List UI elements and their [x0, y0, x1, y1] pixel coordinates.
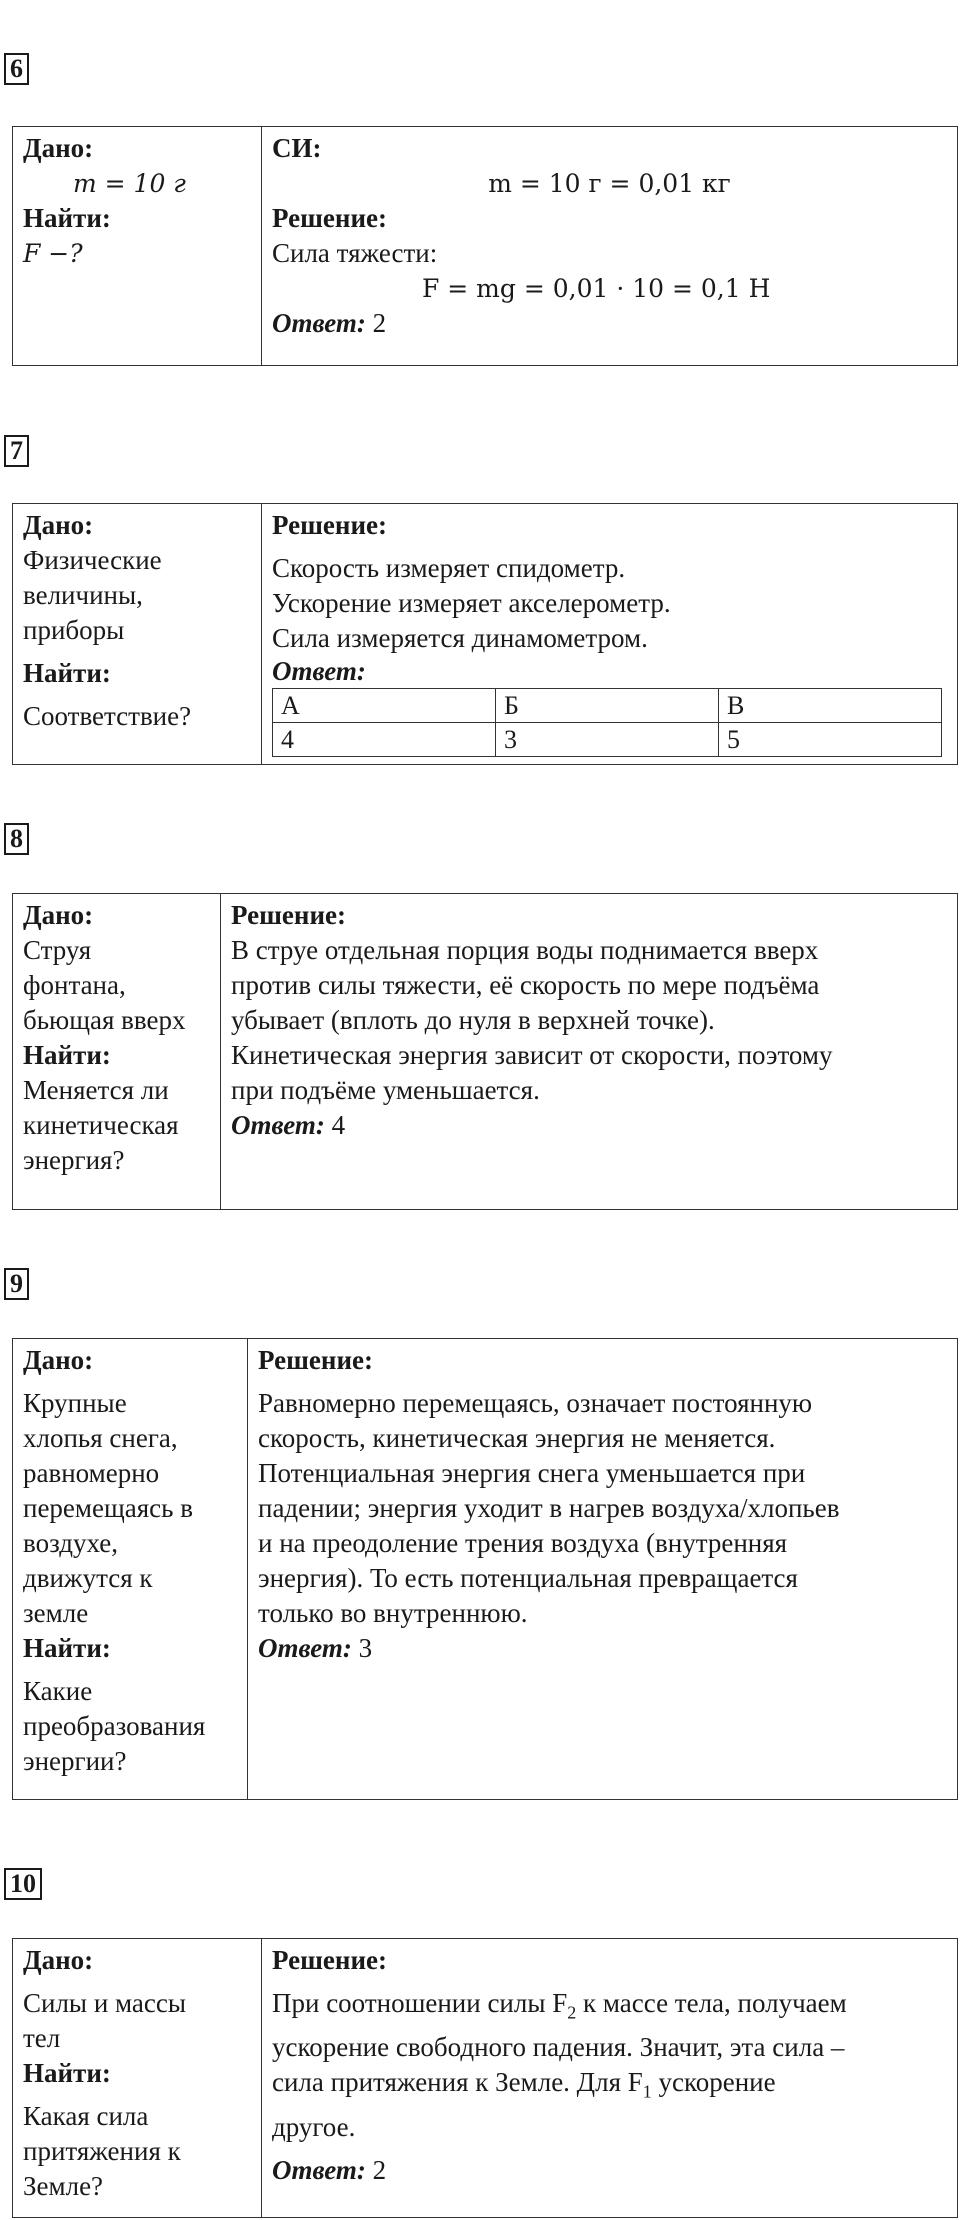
task-number-7: 7 — [4, 435, 29, 467]
find-label: Найти: — [23, 2058, 111, 2088]
solution-label: Решение: — [258, 1345, 373, 1375]
given-column — [13, 504, 262, 765]
answer-table-cell: 3 — [496, 723, 719, 757]
subscript: 1 — [642, 2081, 652, 2102]
task-9-table — [12, 1338, 958, 1800]
given-line: бьющая вверх — [23, 1005, 186, 1035]
given-line: Струя — [23, 935, 92, 965]
solution-line: другое. — [272, 2111, 356, 2142]
answer-line — [272, 2155, 386, 2185]
answer-table-cell: 5 — [719, 723, 942, 757]
given-column — [13, 894, 221, 1210]
solution-line: убывает (вплоть до нуля в верхней точке). — [231, 1005, 715, 1035]
solution-text: к массе тела, получаем — [576, 1988, 847, 2018]
answer-table-header: Б — [496, 689, 719, 723]
task-number-10: 10 — [4, 1868, 42, 1900]
find-line: энергия? — [23, 1145, 125, 1175]
find-label: Найти: — [23, 658, 111, 688]
given-label: Дано: — [23, 1345, 94, 1375]
task-number-6: 6 — [4, 53, 29, 85]
subscript: 2 — [567, 2002, 577, 2023]
answer-line — [272, 308, 386, 338]
find-label: Найти: — [23, 1040, 111, 1070]
solution-line: только во внутреннюю. — [258, 1598, 528, 1628]
solution-line: Сила измеряется динамометром. — [272, 623, 648, 653]
formula: F = mg = 0,01 · 10 = 0,1 Н — [422, 274, 771, 303]
find-line: Меняется ли — [23, 1075, 169, 1105]
answer-label: Ответ: — [231, 1110, 325, 1140]
given-line: воздухе, — [23, 1528, 119, 1558]
task-number-8: 8 — [4, 823, 29, 855]
solution-column — [248, 1339, 958, 1800]
given-label: Дано: — [23, 133, 94, 163]
solution-column — [262, 1939, 958, 2218]
solution-column — [262, 504, 958, 765]
solution-line: при подъёме уменьшается. — [231, 1075, 540, 1105]
task-number-9: 9 — [4, 1268, 29, 1300]
find-line: кинетическая — [23, 1110, 179, 1140]
given-line: величины, — [23, 580, 143, 610]
answer-table-header: В — [719, 689, 942, 723]
solution-text: сила притяжения к Земле. Для F — [272, 2067, 643, 2098]
given-column — [13, 127, 262, 366]
answer-label: Ответ: — [258, 1633, 352, 1663]
given-line: Силы и массы — [23, 1988, 187, 2018]
answer-label: Ответ: — [272, 2154, 366, 2185]
solution-label: Решение: — [272, 203, 387, 233]
solution-line: В струе отдельная порция воды поднимается вверх — [231, 935, 819, 965]
solution-line: ускорение свободного падения. Значит, эта сила – — [272, 2032, 845, 2063]
given-column — [13, 1939, 262, 2218]
answer-label: Ответ: — [272, 656, 366, 686]
find-value: Соответствие? — [23, 701, 192, 731]
solution-text: Сила тяжести: — [272, 238, 438, 268]
given-line: движутся к — [23, 1563, 153, 1593]
given-line: приборы — [23, 615, 125, 645]
given-line: фонтана, — [23, 970, 126, 1000]
solution-line: против силы тяжести, её скорость по мере подъёма — [231, 970, 820, 1000]
si-value: m = 10 г = 0,01 кг — [488, 169, 731, 198]
solution-column — [262, 127, 958, 366]
solution-label: Решение: — [272, 1945, 387, 1975]
answer-line — [258, 1633, 372, 1663]
task-7-table — [12, 503, 958, 765]
answer-table-header: А — [273, 689, 496, 723]
given-line: хлопья снега, — [23, 1423, 178, 1453]
answer-table-cell: 4 — [273, 723, 496, 757]
find-label: Найти: — [23, 203, 111, 233]
given-label: Дано: — [23, 1945, 94, 1975]
solution-line: и на преодоление трения воздуха (внутренняя — [258, 1528, 788, 1558]
solution-text: ускорение — [651, 2067, 776, 2098]
given-line: Физические — [23, 545, 162, 575]
answer-value: 3 — [358, 1633, 373, 1663]
task-10-table — [12, 1938, 958, 2218]
answer-label: Ответ: — [272, 308, 366, 338]
solution-line: энергия). То есть потенциальная превращается — [258, 1563, 798, 1593]
find-line: Какая сила — [23, 2101, 149, 2131]
find-value: F −? — [23, 239, 83, 268]
si-label: СИ: — [272, 133, 322, 163]
find-label: Найти: — [23, 1633, 111, 1663]
answer-value: 2 — [372, 2154, 387, 2185]
solution-line: Скорость измеряет спидометр. — [272, 553, 626, 583]
answer-value: 4 — [331, 1110, 346, 1140]
given-label: Дано: — [23, 900, 94, 930]
find-line: притяжения к — [23, 2136, 181, 2166]
solution-line — [272, 2065, 947, 2109]
solution-text: При соотношении силы F — [272, 1988, 568, 2018]
solution-line: Ускорение измеряет акселерометр. — [272, 588, 671, 618]
given-column — [13, 1339, 248, 1800]
solution-column — [221, 894, 958, 1210]
solution-line: Равномерно перемещаясь, означает постоянную — [258, 1388, 813, 1418]
answer-table — [272, 688, 942, 757]
given-label: Дано: — [23, 510, 94, 540]
given-line: тел — [23, 2023, 61, 2053]
solution-label: Решение: — [272, 510, 387, 540]
find-line: Земле? — [23, 2171, 104, 2201]
solution-label: Решение: — [231, 900, 346, 930]
solution-line: Потенциальная энергия снега уменьшается при — [258, 1458, 806, 1488]
answer-value: 2 — [372, 308, 387, 338]
solution-line: скорость, кинетическая энергия не меняется. — [258, 1423, 776, 1453]
find-line: энергии? — [23, 1746, 127, 1776]
given-value: m = 10 г — [73, 169, 186, 198]
solution-line — [272, 1986, 947, 2030]
answer-line — [231, 1110, 345, 1140]
find-line: Какие — [23, 1676, 93, 1706]
task-8-table — [12, 893, 958, 1210]
given-line: земле — [23, 1598, 89, 1628]
solution-line: Кинетическая энергия зависит от скорости, поэтому — [231, 1040, 833, 1070]
given-line: равномерно — [23, 1458, 160, 1488]
find-line: преобразования — [23, 1711, 206, 1741]
task-6-table — [12, 126, 958, 366]
given-line: Крупные — [23, 1388, 127, 1418]
given-line: перемещаясь в — [23, 1493, 193, 1523]
solution-line: падении; энергия уходит в нагрев воздуха/хлопьев — [258, 1493, 840, 1523]
